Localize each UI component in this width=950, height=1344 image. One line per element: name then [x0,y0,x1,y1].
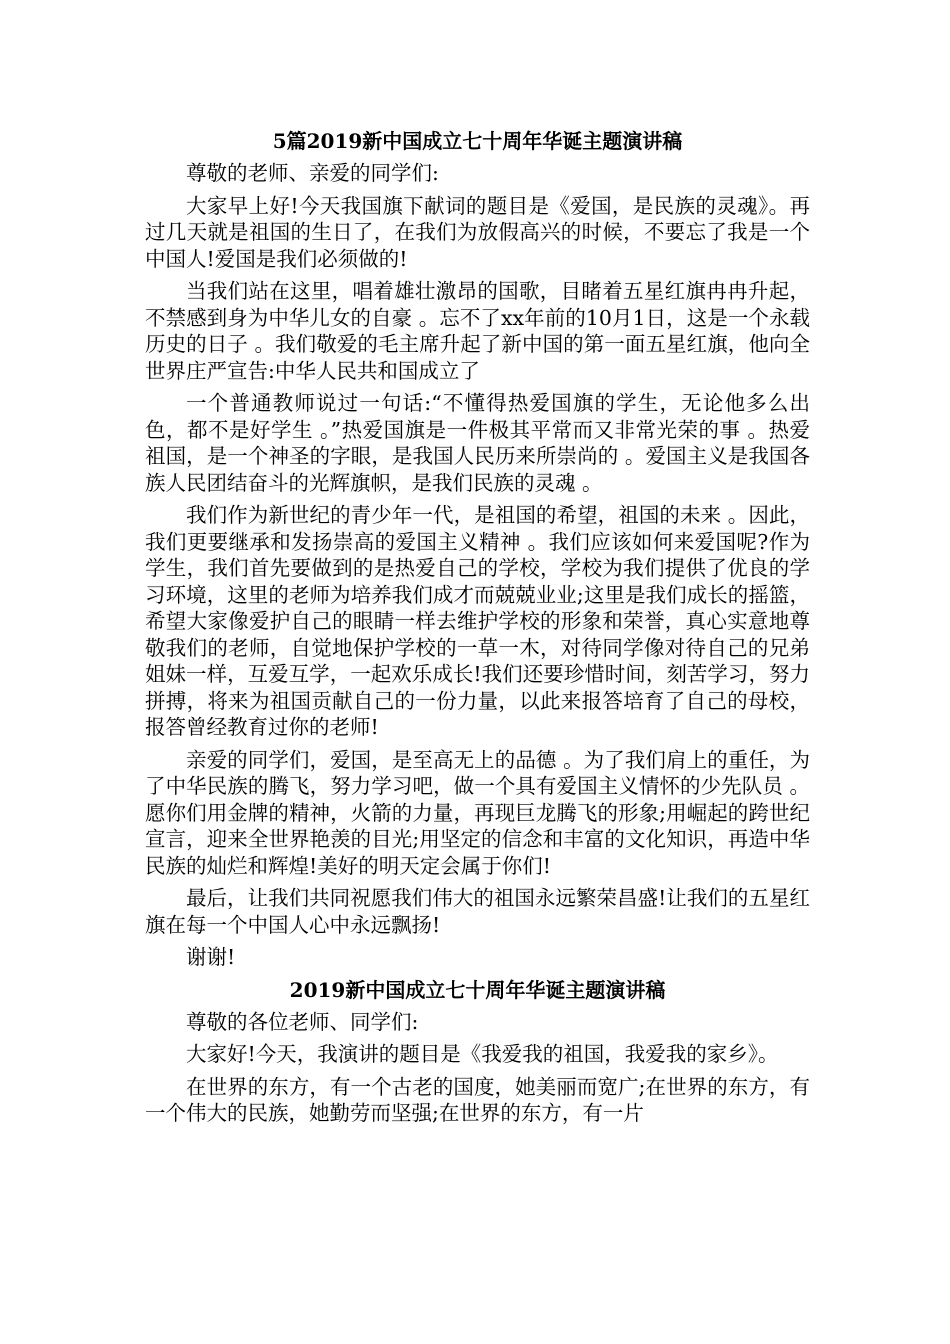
closing-thanks: 谢谢! [186,945,236,969]
paragraph-1-1: 大家早上好!今天我国旗下献词的题目是《爱国，是民族的灵魂》。再过几天就是祖国的生日了，在我们为放假高兴的时候，不要忘了我是一个中国人!爱国是我们必须做的! [145,193,810,271]
salutation-1: 尊敬的老师、亲爱的同学们: [186,161,439,185]
document-page [145,128,810,1133]
paragraph-2-1: 大家好!今天，我演讲的题目是《我爱我的祖国，我爱我的家乡》。 [186,1042,779,1066]
paragraph-1-5: 亲爱的同学们，爱国，是至高无上的品德 。为了我们肩上的重任，为了中华民族的腾飞，努力学习吧，做一个具有爱国主义情怀的少先队员 。愿你们用金牌的精神，火箭的力量，再现巨龙腾飞的形象;用崛起的跨世纪宣言，迎来全世界艳羡的目光;用坚定的信念和丰富的文化知识，再造中华民族的灿烂和辉煌!美好的明天定会属于你们! [145,747,810,878]
paragraph-1-6: 最后，让我们共同祝愿我们伟大的祖国永远繁荣昌盛!让我们的五星红旗在每一个中国人心中永远飘扬! [145,886,810,937]
paragraph-1-4: 我们作为新世纪的青少年一代，是祖国的希望，祖国的未来 。因此，我们更要继承和发扬崇高的爱国主义精神 。我们应该如何来爱国呢?作为学生，我们首先要做到的是热爱自己的学校，学校为我们提供了优良的学习环境，这里的老师为培养我们成才而兢兢业业;这里是我们成长的摇篮，希望大家像爱护自己的眼睛一样去维护学校的形象和荣誉，真心实意地尊敬我们的老师，自觉地保护学校的一草一木，对待同学像对待自己的兄弟姐妹一样，互爱互学，一起欢乐成长!我们还要珍惜时间，刻苦学习，努力拼搏，将来为祖国贡献自己的一份力量，以此来报答培育了自己的母校，报答曾经教育过你的老师! [145,503,810,739]
paragraph-2-2: 在世界的东方，有一个古老的国度，她美丽而宽广;在世界的东方，有一个伟大的民族，她勤劳而坚强;在世界的东方，有一片 [145,1074,810,1125]
document-title-1: 5篇2019新中国成立七十周年华诞主题演讲稿 [272,129,683,153]
document-title-2: 2019新中国成立七十周年华诞主题演讲稿 [289,977,666,1002]
salutation-2: 尊敬的各位老师、同学们: [186,1009,419,1034]
paragraph-1-2: 当我们站在这里，唱着雄壮激昂的国歌，目睹着五星红旗冉冉升起，不禁感到身为中华儿女的自豪 。忘不了xx年前的10月1日，这是一个永载历史的日子 。我们敬爱的毛主席升起了新中国的第一面五星红旗，他向全世界庄严宣告:中华人民共和国成立了 [145,279,810,383]
paragraph-1-3: 一个普通教师说过一句话:“不懂得热爱国旗的学生，无论他多么出色，都不是好学生 。”热爱国旗是一件极其平常而又非常光荣的事 。热爱祖国，是一个神圣的字眼，是我国人民历来所崇尚的 。爱国主义是我国各族人民团结奋斗的光辉旗帜，是我们民族的灵魂 。 [145,391,810,495]
